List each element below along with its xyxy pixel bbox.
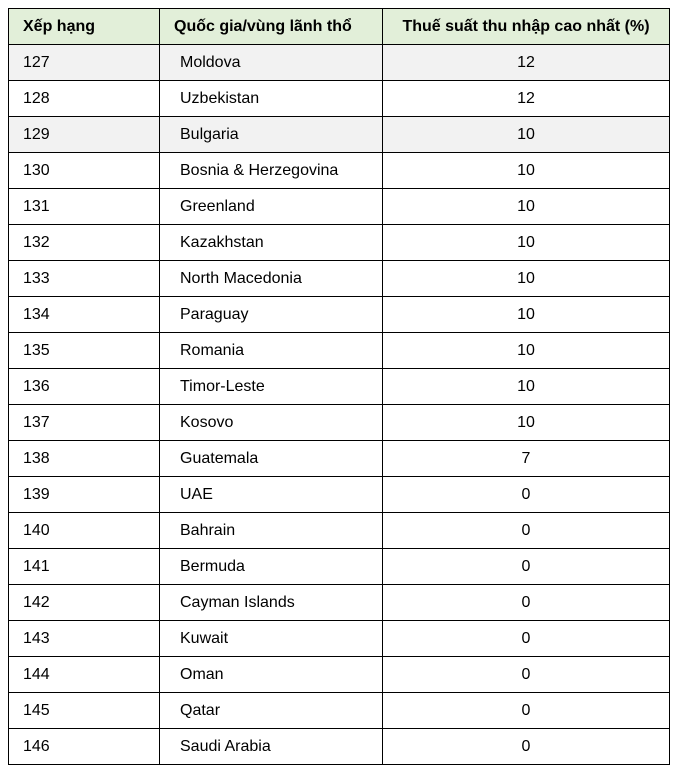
header-top-rate: Thuế suất thu nhập cao nhất (%) [383,9,670,45]
rate-cell: 12 [383,45,670,81]
table-row [9,81,670,117]
table-row [9,189,670,225]
rate-cell: 0 [383,549,670,585]
country-cell: Bosnia & Herzegovina [160,153,383,189]
tax-rate-table [8,8,670,765]
country-cell: Paraguay [160,297,383,333]
header-rank: Xếp hạng [9,9,160,45]
table-row [9,297,670,333]
table-header [9,9,670,45]
table-row [9,153,670,189]
country-cell: Moldova [160,45,383,81]
table-row [9,369,670,405]
country-cell: Bulgaria [160,117,383,153]
rate-cell: 10 [383,405,670,441]
table-row [9,657,670,693]
rank-cell: 129 [9,117,160,153]
table-row [9,549,670,585]
table-row [9,477,670,513]
rate-cell: 10 [383,225,670,261]
rate-cell: 10 [383,333,670,369]
rank-cell: 128 [9,81,160,117]
country-cell: Romania [160,333,383,369]
rank-cell: 135 [9,333,160,369]
rank-cell: 140 [9,513,160,549]
rate-cell: 0 [383,477,670,513]
table-body [9,45,670,765]
table-row [9,117,670,153]
country-cell: Kosovo [160,405,383,441]
rank-cell: 143 [9,621,160,657]
country-cell: Oman [160,657,383,693]
rate-cell: 7 [383,441,670,477]
table-row [9,621,670,657]
country-cell: Cayman Islands [160,585,383,621]
country-cell: Guatemala [160,441,383,477]
rank-cell: 127 [9,45,160,81]
rank-cell: 144 [9,657,160,693]
rank-cell: 138 [9,441,160,477]
rank-cell: 132 [9,225,160,261]
rank-cell: 139 [9,477,160,513]
country-cell: UAE [160,477,383,513]
table-row [9,585,670,621]
rate-cell: 0 [383,657,670,693]
rate-cell: 10 [383,369,670,405]
rate-cell: 10 [383,189,670,225]
rank-cell: 142 [9,585,160,621]
rate-cell: 12 [383,81,670,117]
rate-cell: 0 [383,585,670,621]
table-row [9,261,670,297]
rate-cell: 10 [383,261,670,297]
country-cell: Bermuda [160,549,383,585]
rank-cell: 146 [9,729,160,765]
country-cell: Saudi Arabia [160,729,383,765]
table-row [9,729,670,765]
rank-cell: 130 [9,153,160,189]
table-row [9,513,670,549]
rank-cell: 141 [9,549,160,585]
country-cell: Kuwait [160,621,383,657]
rate-cell: 0 [383,729,670,765]
country-cell: Uzbekistan [160,81,383,117]
table-row [9,333,670,369]
rank-cell: 136 [9,369,160,405]
table-row [9,693,670,729]
table-row [9,225,670,261]
country-cell: Timor-Leste [160,369,383,405]
table-row [9,441,670,477]
table-row [9,45,670,81]
country-cell: Kazakhstan [160,225,383,261]
rank-cell: 145 [9,693,160,729]
rate-cell: 0 [383,621,670,657]
rank-cell: 134 [9,297,160,333]
rate-cell: 10 [383,297,670,333]
country-cell: Greenland [160,189,383,225]
rank-cell: 133 [9,261,160,297]
header-country: Quốc gia/vùng lãnh thổ [160,9,383,45]
header-row [9,9,670,45]
country-cell: Bahrain [160,513,383,549]
country-cell: Qatar [160,693,383,729]
rate-cell: 10 [383,117,670,153]
rate-cell: 10 [383,153,670,189]
table-row [9,405,670,441]
rate-cell: 0 [383,693,670,729]
rate-cell: 0 [383,513,670,549]
rank-cell: 137 [9,405,160,441]
country-cell: North Macedonia [160,261,383,297]
rank-cell: 131 [9,189,160,225]
